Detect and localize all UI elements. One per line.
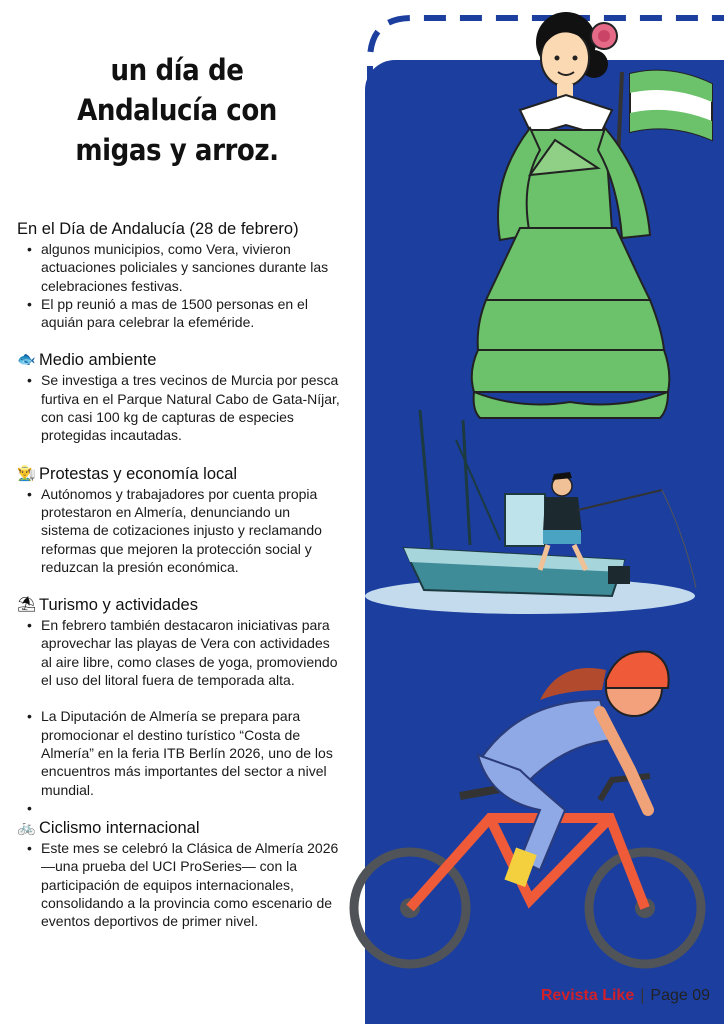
list-item: • La Diputación de Almería se prepara para promocionar el destino turístico “Costa de Almería” en la feria ITB Berlín 2026, uno de los encuentros más importantes del sector a nivel mundial.: [27, 707, 342, 798]
brand-name: Revista Like: [540, 987, 635, 1004]
beach-umbrella-icon: ⛱: [17, 596, 37, 614]
section-heading-text: Turismo y actividades: [39, 596, 198, 615]
page-number: Page 09: [650, 987, 710, 1004]
section-heading-text: Ciclismo internacional: [39, 819, 200, 838]
list-item: • En febrero también destacaron iniciativas para aprovechar las playas de Vera con actividades al aire libre, como clases de yoga, promoviendo el uso del litoral fuera de temporada alta.: [27, 616, 342, 689]
list-item: • Autónomos y trabajadores por cuenta propia protestaron en Almería, denunciando un sistema de cotizaciones injusto y reclamando reformas que mejoren la protección social y reduzcan la presión económica.: [27, 485, 342, 576]
footer-separator: |: [640, 987, 645, 1004]
bicycle-icon: 🚲: [17, 819, 36, 837]
fish-icon: 🐟: [17, 351, 36, 369]
cyclist-illustration: [354, 652, 701, 964]
page-footer: [541, 987, 710, 1005]
fishing-boat-illustration: [365, 410, 696, 614]
list-item: • Este mes se celebró la Clásica de Almería 2026 —una prueba del UCI ProSeries— con la participación de equipos internacionales, consolidando a la provincia como escenario de eventos deportivos de primer nivel.: [27, 839, 342, 930]
flamenca-woman-illustration: [472, 12, 712, 418]
page-title: un día de Andalucía con migas y arroz.: [75, 53, 279, 167]
list-item: • El pp reunió a mas de 1500 personas en el aquián para celebrar la efeméride.: [27, 295, 342, 332]
section-heading-text: Medio ambiente: [39, 351, 157, 370]
section-heading-text: En el Día de Andalucía (28 de febrero): [17, 220, 299, 238]
section-heading-text: Protestas y economía local: [39, 464, 238, 483]
farmer-icon: 👨‍🌾: [17, 464, 36, 482]
list-item: • algunos municipios, como Vera, vivieron actuaciones policiales y sanciones durante las celebraciones festivas.: [27, 240, 342, 295]
list-item: • Se investiga a tres vecinos de Murcia por pesca furtiva en el Parque Natural Cabo de Gata-Níjar, con casi 100 kg de capturas de especies protegidas incautadas.: [27, 371, 342, 444]
